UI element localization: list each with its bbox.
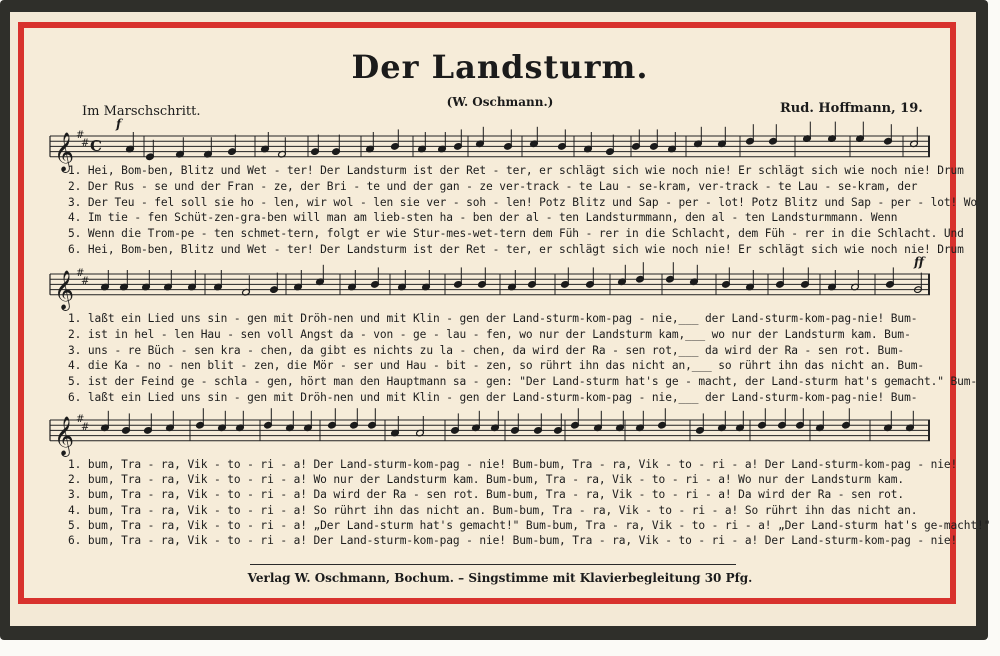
sharp-icon: # [76, 130, 85, 141]
lyrics-block-3 [68, 457, 991, 548]
sharp-icon: # [81, 422, 90, 433]
lyric-line: 2. ist in hel - len Hau - sen voll Angst da - von - ge - lau - fen, wo nur der Landsturm kam,___ wo nur der Landsturm kam. Bum- [68, 327, 911, 341]
time-signature-icon: C [90, 137, 102, 155]
lyric-line: 6. bum, Tra - ra, Vik - to - ri - a! Der Land-sturm-kom-pag - nie! Bum-bum, Tra - ra, Vik - to - ri - a! Der Land-sturm-kom-pag - nie! [68, 533, 958, 547]
lyric-line: 3. bum, Tra - ra, Vik - to - ri - a! Da wird der Ra - sen rot. Bum-bum, Tra - ra, Vik - to - ri - a! Da wird der Ra - sen rot. [68, 488, 905, 502]
footer-rule [250, 564, 736, 565]
staff-lines-2 [50, 255, 930, 310]
lyric-line: 3. Der Teu - fel soll sie ho - len, wir wol - len sie ver - soh - len! Potz Blitz und Sap - per - lot! Potz Blitz und Sap - per - lot! Wo [68, 195, 978, 209]
lyrics-block-2 [68, 311, 978, 406]
lyric-line: 4. Im tie - fen Schüt-zen-gra-ben will man am lieb-sten ha - ben der al - ten Landsturmmann, den al - ten Landsturmmann. Wenn [68, 211, 898, 225]
lyric-line: 4. bum, Tra - ra, Vik - to - ri - a! So rührt ihn das nicht an. Bum-bum, Tra - ra, Vik - to - ri - a! So rührt ihn das nicht an. [68, 503, 918, 517]
lyric-line: 3. uns - re Büch - sen kra - chen, da gibt es nichts zu la - chen, da wird der Ra - sen rot,___ da wird der Ra - sen rot. Bum- [68, 343, 905, 357]
lyric-line: 5. Wenn die Trom-pe - ten schmet-tern, folgt er wie Stur-mes-wet-tern dem Füh - rer in die Schlacht, dem Füh - rer in die Schlacht. Und [68, 227, 964, 241]
tempo-marking: Im Marschschritt. [82, 104, 201, 119]
lyric-line: 2. Der Rus - se und der Fran - ze, der Bri - te und der gan - ze ver-track - te Lau - se-kram, ver-track - te Lau - se-kram, der [68, 179, 918, 193]
lyric-line: 1. Hei, Bom-ben, Blitz und Wet - ter! Der Landsturm ist der Ret - ter, er schlägt sich wie noch nie! Er schlägt sich wie noch nie! Drum [68, 164, 964, 177]
publisher-footer: Verlag W. Oschmann, Bochum. – Singstimme mit Klavierbegleitung 30 Pfg. [247, 571, 753, 585]
sharp-icon: # [81, 138, 90, 149]
music-staff-3 [50, 412, 930, 456]
lyrics-block-1 [68, 163, 978, 258]
music-staff-2 [50, 255, 930, 310]
treble-clef-icon: 𝄞 [54, 269, 75, 310]
staff-lines-3 [50, 412, 930, 456]
sharp-icon: # [81, 276, 90, 287]
lyric-line: 5. bum, Tra - ra, Vik - to - ri - a! „Der Land-sturm hat's gemacht!" Bum-bum, Tra - ra, Vik - to - ri - a! „Der Land-sturm hat's ge-macht!" [68, 518, 991, 532]
sharp-icon: # [76, 268, 85, 279]
treble-clef-icon: 𝄞 [54, 415, 75, 456]
lyric-line: 6. laßt ein Lied uns sin - gen mit Dröh-nen und mit Klin - gen der Land-sturm-kom-pag - nie,___ der Land-sturm-kom-pag-nie! Bum- [68, 390, 918, 404]
dynamic-marking: ff [914, 255, 924, 269]
dynamic-marking: f [116, 117, 122, 131]
lyric-line: 1. laßt ein Lied uns sin - gen mit Dröh-nen und mit Klin - gen der Land-sturm-kom-pag - nie,___ der Land-sturm-kom-pag-nie! Bum- [68, 312, 918, 325]
sharp-icon: # [76, 414, 85, 425]
song-title: Der Landsturm. [351, 48, 649, 86]
lyric-line: 5. ist der Feind ge - schla - gen, hört man den Hauptmann sa - gen: "Der Land-sturm hat's ge - macht, der Land-sturm hat's gemacht." Bum- [68, 375, 978, 389]
composer-credit: (W. Oschmann.) [446, 95, 554, 109]
lyric-line: 4. die Ka - no - nen blit - zen, die Mör - ser und Hau - bit - zen, so rührt ihn das nicht an,___ so rührt ihn das nicht an. Bum- [68, 359, 924, 373]
lyric-line: 6. Hei, Bom-ben, Blitz und Wet - ter! Der Landsturm ist der Ret - ter, er schlägt sich wie noch nie! Er schlägt sich wie noch nie! Drum [68, 242, 964, 256]
treble-clef-icon: 𝄞 [54, 131, 75, 172]
lyric-line: 1. bum, Tra - ra, Vik - to - ri - a! Der Land-sturm-kom-pag - nie! Bum-bum, Tra - ra, Vik - to - ri - a! Der Land-sturm-kom-pag - nie! [68, 458, 958, 471]
lyricist-credit: Rud. Hoffmann, 19. [780, 101, 923, 116]
lyric-line: 2. bum, Tra - ra, Vik - to - ri - a! Wo nur der Landsturm kam. Bum-bum, Tra - ra, Vik - to - ri - a! Wo nur der Landsturm kam. [68, 473, 905, 487]
